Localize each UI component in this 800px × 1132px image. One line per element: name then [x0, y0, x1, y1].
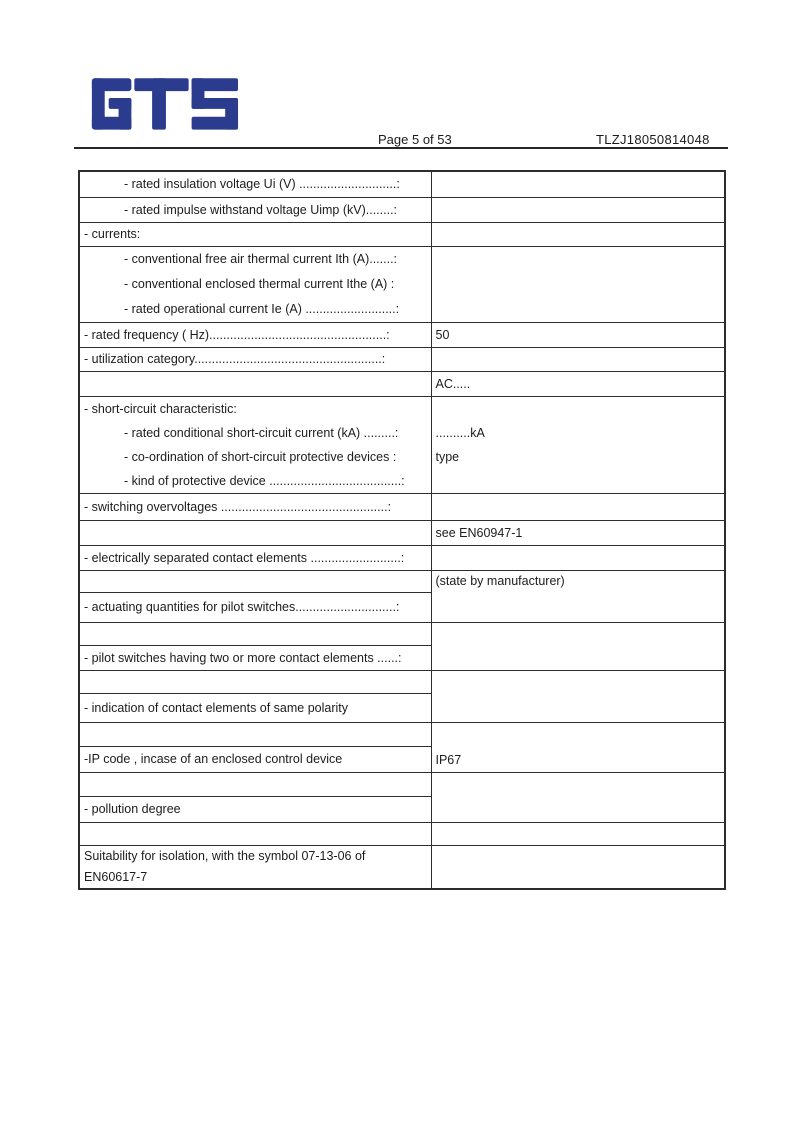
- table-row: [79, 493, 725, 520]
- spec-label-cell: [79, 246, 431, 322]
- spec-label-cell: [79, 670, 431, 693]
- spec-value-cell: [431, 670, 725, 722]
- spec-label-cell: - pollution degree: [79, 796, 431, 822]
- spec-value-cell: [431, 822, 725, 845]
- table-row: [79, 570, 725, 592]
- page-indicator: Page 5 of 53: [378, 132, 452, 147]
- spec-label-cell: [79, 520, 431, 545]
- spec-label-cell: [79, 622, 431, 645]
- table-row: [79, 520, 725, 545]
- spec-label-cell: -IP code , incase of an enclosed control device: [79, 746, 431, 772]
- spec-value-cell: [431, 197, 725, 222]
- spec-label-cell: - rated insulation voltage Ui (V) ............................:: [79, 171, 431, 197]
- spec-label-cell: [79, 845, 431, 889]
- spec-label-cell: - actuating quantities for pilot switches.............................:: [79, 592, 431, 622]
- spec-label-line: EN60617-7: [84, 869, 148, 884]
- spec-label-line: Suitability for isolation, with the symbol 07-13-06 of: [84, 848, 366, 863]
- spec-value-cell: [431, 396, 725, 493]
- spec-value-cell: [431, 845, 725, 889]
- spec-value-cell: AC.....: [431, 371, 725, 396]
- spec-label-cell: [79, 822, 431, 845]
- spec-label-cell: [79, 570, 431, 592]
- table-row: [79, 822, 725, 845]
- table-row: [79, 545, 725, 570]
- spec-label-cell: - pilot switches having two or more contact elements ......:: [79, 645, 431, 670]
- spec-label-line: - rated operational current Ie (A) ..........................:: [124, 301, 400, 316]
- spec-value-line: type: [435, 449, 460, 464]
- spec-value-cell: (state by manufacturer): [431, 570, 725, 622]
- spec-label-cell: - utilization category......................................................:: [79, 347, 431, 371]
- spec-label-cell: - rated frequency ( Hz)...................................................:: [79, 322, 431, 347]
- table-row: [79, 371, 725, 396]
- table-row: [79, 396, 725, 493]
- spec-value-cell: IP67: [431, 722, 725, 772]
- spec-value-cell: see EN60947-1: [431, 520, 725, 545]
- spec-value-cell: [431, 347, 725, 371]
- spec-value-cell: [431, 171, 725, 197]
- spec-value-cell: [431, 545, 725, 570]
- spec-value-cell: [431, 493, 725, 520]
- table-row: [79, 772, 725, 796]
- table-row: [79, 670, 725, 693]
- spec-label-cell: [79, 772, 431, 796]
- table-row: [79, 222, 725, 246]
- spec-label-line: - conventional enclosed thermal current Ithe (A) :: [124, 276, 395, 291]
- spec-label-line: - conventional free air thermal current Ith (A).......:: [124, 251, 398, 266]
- spec-label-cell: [79, 722, 431, 746]
- table-row: [79, 171, 725, 197]
- table-row: [79, 347, 725, 371]
- spec-label-cell: - indication of contact elements of same polarity: [79, 693, 431, 722]
- table-row: [79, 246, 725, 322]
- spec-label-cell: - rated impulse withstand voltage Uimp (kV)........:: [79, 197, 431, 222]
- spec-value-cell: [431, 622, 725, 670]
- spec-label-cell: - switching overvoltages ................................................:: [79, 493, 431, 520]
- table-row: [79, 322, 725, 347]
- header-rule: [74, 147, 728, 149]
- report-number: TLZJ18050814048: [596, 132, 710, 147]
- spec-value-line: [436, 469, 721, 493]
- spec-label-cell: - electrically separated contact elements ..........................:: [79, 545, 431, 570]
- spec-label-cell: [79, 396, 431, 493]
- spec-value-cell: [431, 246, 725, 322]
- spec-label-line: - co-ordination of short-circuit protective devices :: [124, 449, 397, 464]
- spec-value-line: ..........kA: [435, 425, 485, 440]
- spec-table: [78, 170, 726, 890]
- spec-value-cell: [431, 772, 725, 822]
- table-row: [79, 845, 725, 889]
- spec-label-line: - rated conditional short-circuit current (kA) .........:: [124, 425, 399, 440]
- spec-value-cell: [431, 222, 725, 246]
- spec-value-line: [436, 397, 721, 421]
- gts-logo-letters: [92, 78, 238, 129]
- spec-label-line: - kind of protective device ......................................:: [124, 473, 405, 488]
- table-row: [79, 197, 725, 222]
- spec-label-cell: - currents:: [79, 222, 431, 246]
- table-row: [79, 722, 725, 746]
- table-row: [79, 622, 725, 645]
- spec-label-line: - short-circuit characteristic:: [84, 401, 237, 416]
- gts-logo: [82, 60, 240, 140]
- spec-label-cell: [79, 371, 431, 396]
- spec-value-cell: 50: [431, 322, 725, 347]
